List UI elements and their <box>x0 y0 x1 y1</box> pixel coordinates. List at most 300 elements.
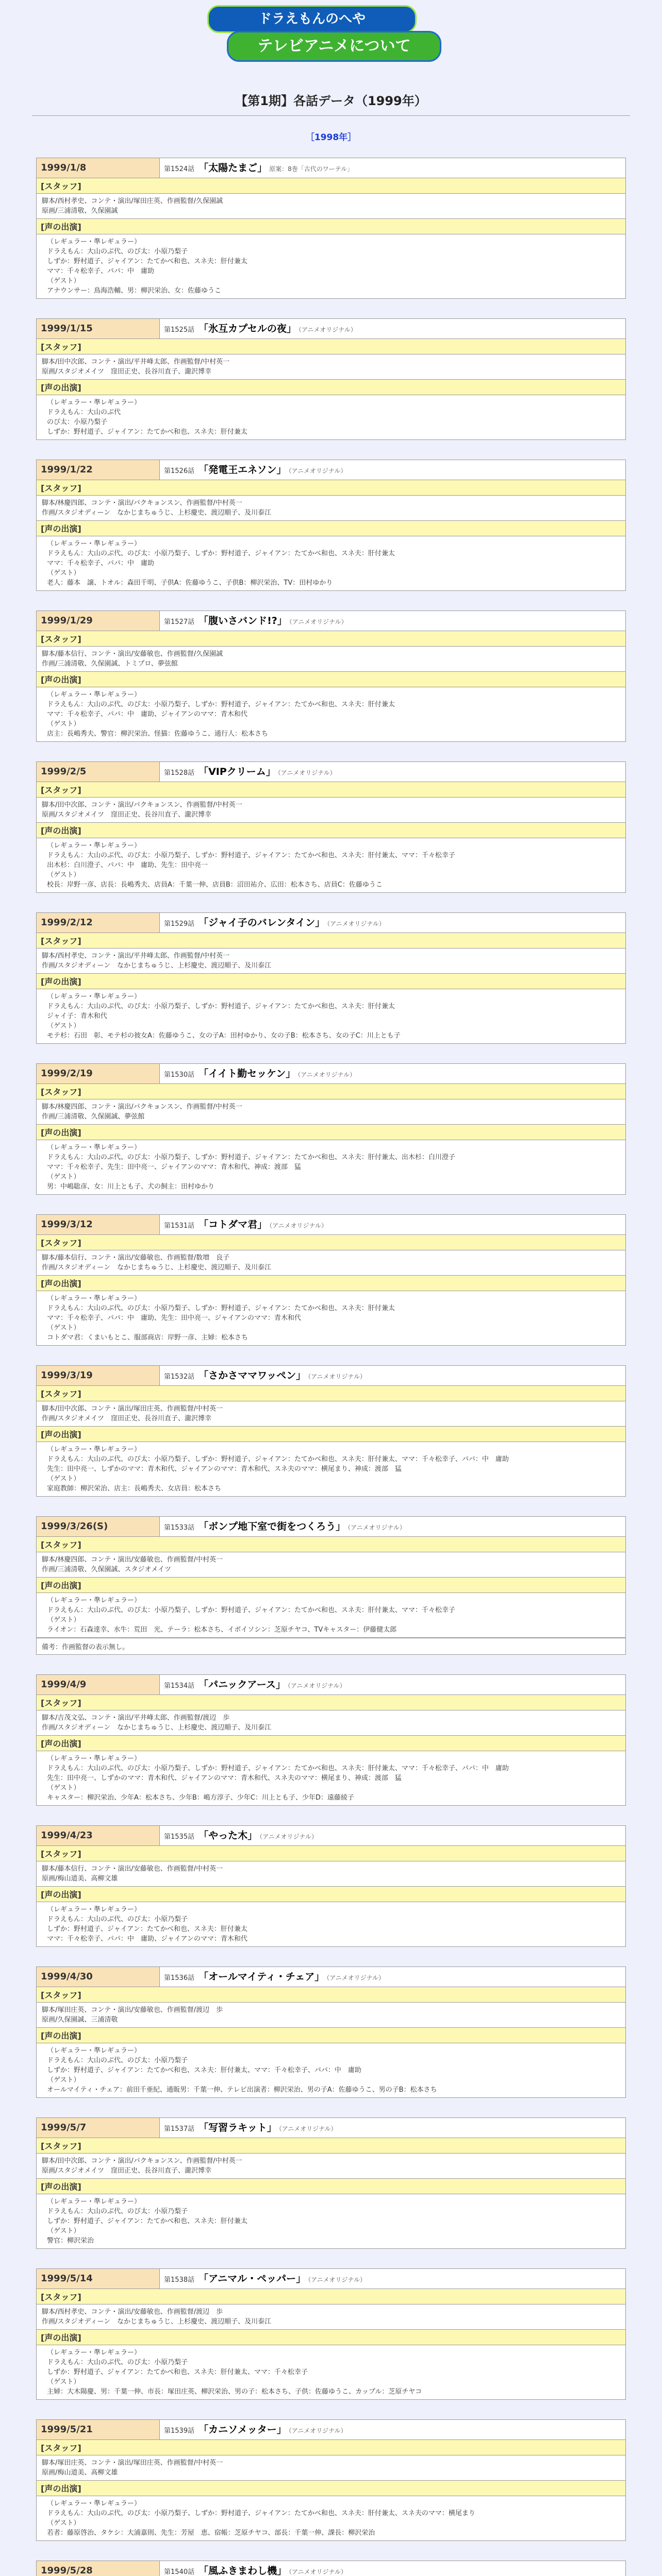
cast-line: （レギュラー・準レギュラー） <box>47 540 141 548</box>
cast-line: ドラえもん：大山のぶ代、のび太：小原乃梨子、しずか：野村道子、ジャイアン：たてかべ和也、スネ夫：肝付兼太、スネ夫のママ：横尾まり <box>47 2510 475 2517</box>
episode-entry <box>36 158 626 299</box>
cast-line: （ゲスト） <box>47 277 80 285</box>
staff-line: 脚本/西村孝史、コンテ・演出/塚田庄英、作画監督/久保園誠 <box>42 197 223 205</box>
episode-entry <box>36 2117 626 2249</box>
cast-heading: [声の出演] <box>37 1578 625 1593</box>
episode-entry <box>36 761 626 893</box>
episode-title-box <box>160 319 625 338</box>
staff-list <box>37 2455 625 2481</box>
cast-line: 店主：長嶋秀夫、警官：柳沢栄治、怪猫：佐藤ゆうこ、通行人：松本さち <box>47 730 269 738</box>
episode-date: 1999/5/28 <box>37 2561 160 2576</box>
episode-title: 「VIPクリーム」 <box>198 766 276 777</box>
staff-line: 原画/スタジオメイツ 窪田正史、長谷川直子、瀧沢博幸 <box>42 2167 211 2175</box>
cast-line: （レギュラー・準レギュラー） <box>47 399 141 406</box>
episode-header <box>37 913 625 933</box>
episode-note: （アニメオリジナル） <box>308 2276 366 2283</box>
cast-heading: [声の出演] <box>37 219 625 234</box>
episode-date: 1999/2/19 <box>37 1064 160 1083</box>
episode-title-box <box>160 2269 625 2289</box>
episode-number: 第1531話 <box>164 1222 195 1230</box>
staff-line: 脚本/藤本信行、コンテ・演出/安藤敏也、作画監督/数増 良子 <box>42 1254 230 1262</box>
episode-header <box>37 2420 625 2440</box>
episode-header <box>37 2118 625 2138</box>
staff-line: 作画/スタジオメイツ 窪田正史、長谷川直子、瀧沢博幸 <box>42 1415 211 1422</box>
staff-line: 脚本/林慶四郎、コンテ・演出/パクキョンスン、作画監督/中村英一 <box>42 1103 242 1111</box>
episode-note: （アニメオリジナル） <box>287 1682 346 1689</box>
episode-number: 第1532話 <box>164 1373 195 1381</box>
cast-heading: [声の出演] <box>37 2179 625 2194</box>
staff-heading: [スタッフ] <box>37 2440 625 2455</box>
staff-heading: [スタッフ] <box>37 2289 625 2304</box>
cast-line: （レギュラー・準レギュラー） <box>47 842 141 850</box>
episode-title-box <box>160 2561 625 2576</box>
episode-remark: 備考：作画監督の表示無し。 <box>37 1638 625 1654</box>
cast-line: ドラえもん：大山のぶ代、のび太：小原乃梨子 <box>47 1916 188 1923</box>
cast-line: （ゲスト） <box>47 2076 80 2084</box>
episode-number: 第1528話 <box>164 769 195 777</box>
episode-number: 第1539話 <box>164 2427 195 2435</box>
cast-list <box>37 234 625 298</box>
episode-note: （アニメオリジナル） <box>347 1524 406 1531</box>
episode-title-box <box>160 762 625 782</box>
cast-heading: [声の出演] <box>37 1887 625 1902</box>
cast-list <box>37 838 625 892</box>
episode-title: 「パニックアース」 <box>198 1679 286 1690</box>
cast-line: （ゲスト） <box>47 1475 80 1483</box>
episode-title: 「腹いさバンド!?」 <box>198 615 287 626</box>
staff-list <box>37 798 625 823</box>
episode-entry <box>36 912 626 1044</box>
cast-line: しずか：野村道子、ジャイアン：たてかべ和也、スネ夫：肝付兼太、ママ：千々松幸子、パパ：中 庸助 <box>47 2066 361 2074</box>
cast-list <box>37 1902 625 1946</box>
episode-note: （アニメオリジナル） <box>269 1222 327 1229</box>
episode-title-box <box>160 460 625 480</box>
staff-list <box>37 2003 625 2028</box>
episode-date: 1999/3/12 <box>37 1215 160 1234</box>
staff-list <box>37 1401 625 1427</box>
episode-title: 「カニソメッター」 <box>198 2424 287 2435</box>
staff-line: 脚本/藤本信行、コンテ・演出/安藤敏也、作画監督/中村英一 <box>42 1865 223 1873</box>
cast-line: （レギュラー・準レギュラー） <box>47 1597 141 1604</box>
episode-title: 「ボンプ地下室で街をつくろう」 <box>198 1521 346 1532</box>
cast-heading: [声の出演] <box>37 380 625 395</box>
episode-number: 第1537話 <box>164 2125 195 2133</box>
episode-note: （アニメオリジナル） <box>298 326 357 333</box>
cast-line: ドラえもん：大山のぶ代、のび太：小原乃梨子、しずか：野村道子、ジャイアン：たてかべ和也、スネ夫：肝付兼太、ママ：千々松幸子 <box>47 852 455 859</box>
staff-heading: [スタッフ] <box>37 1386 625 1401</box>
staff-line: 脚本/林慶四郎、コンテ・演出/パクキョンスン、作画監督/中村英一 <box>42 499 242 507</box>
staff-list <box>37 354 625 380</box>
episode-date: 1999/3/19 <box>37 1366 160 1385</box>
episode-title: 「氷互カプセルの夜」 <box>198 323 296 334</box>
episode-date: 1999/4/30 <box>37 1967 160 1987</box>
cast-line: しずか：野村道子、ジャイアン：たてかべ和也、スネ夫：肝付兼太 <box>47 428 247 436</box>
cast-line: 出木杉：白川澄子、パパ：中 庸助、先生：田中亮一 <box>47 861 208 869</box>
staff-list <box>37 647 625 672</box>
episode-note: （アニメオリジナル） <box>326 1974 385 1981</box>
staff-heading: [スタッフ] <box>37 178 625 194</box>
episode-title: 「コトダマ君」 <box>198 1219 268 1230</box>
episode-title-box <box>160 1826 625 1845</box>
episode-number: 第1533話 <box>164 1524 195 1532</box>
cast-line: （ゲスト） <box>47 2519 80 2527</box>
staff-heading: [スタッフ] <box>37 631 625 647</box>
episode-number: 第1524話 <box>164 165 195 173</box>
cast-line: ドラえもん：大山のぶ代、のび太：小原乃梨子、しずか：野村道子、ジャイアン：たてかべ和也、スネ夫：肝付兼太 <box>47 701 395 708</box>
cast-line: （ゲスト） <box>47 1173 80 1181</box>
cast-heading: [声の出演] <box>37 974 625 989</box>
cast-line: ママ：千々松幸子、パパ：中 庸助、ジャイアンのママ：青木和代 <box>47 710 247 718</box>
staff-list <box>37 2154 625 2179</box>
episode-note: （アニメオリジナル） <box>289 618 347 625</box>
staff-list <box>37 1250 625 1276</box>
cast-line: （レギュラー・準レギュラー） <box>47 1755 141 1762</box>
staff-line: 脚本/塚田庄英、コンテ・演出/安藤敏也、作画監督/渡辺 歩 <box>42 2006 223 2014</box>
cast-list <box>37 395 625 439</box>
episode-note: （アニメオリジナル） <box>278 2125 337 2132</box>
cast-line: ドラえもん：大山のぶ代、のび太：小原乃梨子、しずか：野村道子、ジャイアン：たてかべ和也、スネ夫：肝付兼太 <box>47 550 395 557</box>
episode-number: 第1540話 <box>164 2568 195 2576</box>
episode-title: 「ジャイ子のバレンタイン」 <box>198 917 325 928</box>
episode-entry <box>36 318 626 440</box>
episode-note: （アニメオリジナル） <box>327 920 385 927</box>
cast-line: ママ：千々松幸子、先生：田中亮一、ジャイアンのママ：青木和代、神成：渡部 猛 <box>47 1163 301 1171</box>
staff-list <box>37 496 625 521</box>
cast-line: ママ：千々松幸子、パパ：中 庸助 <box>47 560 155 567</box>
cast-line: （レギュラー・準レギュラー） <box>47 1144 141 1151</box>
episode-title: 「やった木」 <box>198 1830 258 1841</box>
staff-line: 作画/スタジオディーン なかじまちゅうじ、上杉慶史、渡辺順子、及川泰江 <box>42 962 272 970</box>
episode-date: 1999/1/8 <box>37 158 160 178</box>
episode-header <box>37 762 625 782</box>
staff-heading: [スタッフ] <box>37 933 625 948</box>
episode-date: 1999/2/5 <box>37 762 160 782</box>
cast-heading: [声の出演] <box>37 1276 625 1291</box>
staff-list <box>37 2304 625 2330</box>
cast-line: 主婦：大木陽慶、男：千葉一伸、市長：塚田庄英、柳沢栄治、男の子：松本さち、子供：佐藤ゆうこ、カップル：芝原チヤコ <box>47 2388 422 2396</box>
cast-line: （ゲスト） <box>47 2378 80 2386</box>
episode-entry <box>36 1516 626 1655</box>
episode-number: 第1530話 <box>164 1071 195 1079</box>
episode-number: 第1526話 <box>164 467 195 475</box>
cast-line: （レギュラー・準レギュラー） <box>47 2349 141 2357</box>
cast-line: ドラえもん：大山のぶ代、のび太：小原乃梨子 <box>47 248 188 256</box>
staff-line: 作画/スタジオディーン なかじまちゅうじ、上杉慶史、渡辺順子、及川泰江 <box>42 1724 272 1732</box>
cast-line: ドラえもん：大山のぶ代、のび太：小原乃梨子、しずか：野村道子、ジャイアン：たてかべ和也、スネ夫：肝付兼太 <box>47 1304 395 1312</box>
episode-date: 1999/5/7 <box>37 2118 160 2138</box>
episode-number: 第1538話 <box>164 2276 195 2284</box>
episode-title: 「写習ラキット」 <box>198 2122 277 2133</box>
episode-header <box>37 1064 625 1084</box>
staff-line: 作画/三浦清敬、久保園誠、トミプロ、夢弦館 <box>42 660 178 668</box>
year-1998-link[interactable]: ［1998年］ <box>305 132 357 143</box>
cast-list <box>37 2345 625 2399</box>
cast-heading: [声の出演] <box>37 1736 625 1751</box>
staff-list <box>37 1710 625 1736</box>
episode-entry <box>36 2268 626 2400</box>
episode-entry <box>36 1967 626 2098</box>
episode-number: 第1536話 <box>164 1974 195 1982</box>
episode-note: （アニメオリジナル） <box>297 1071 356 1078</box>
episode-title-box <box>160 1064 625 1083</box>
episode-note: （アニメオリジナル） <box>259 1833 318 1840</box>
episode-note: （アニメオリジナル） <box>308 1373 366 1380</box>
episode-date: 1999/5/21 <box>37 2420 160 2439</box>
episode-entry <box>36 1674 626 1806</box>
cast-list <box>37 1442 625 1496</box>
episode-title: 「発電王エネソン」 <box>198 464 287 476</box>
cast-line: ママ：千々松幸子、パパ：中 庸助、先生：田中亮一、ジャイアンのママ：青木和代 <box>47 1314 301 1322</box>
cast-heading: [声の出演] <box>37 2330 625 2345</box>
episode-title: 「風ふきまわし機」 <box>198 2565 287 2576</box>
episode-date: 1999/1/22 <box>37 460 160 480</box>
cast-line: ドラえもん：大山のぶ代、のび太：小原乃梨子 <box>47 2359 188 2366</box>
episode-date: 1999/1/29 <box>37 611 160 631</box>
staff-heading: [スタッフ] <box>37 1846 625 1861</box>
episode-number: 第1525話 <box>164 326 195 334</box>
staff-line: 脚本/西村孝史、コンテ・演出/平井峰太郎、作画監督/中村英一 <box>42 952 230 960</box>
cast-heading: [声の出演] <box>37 1427 625 1442</box>
staff-line: 脚本/田中次郎、コンテ・演出/塚田庄英、作画監督/中村英一 <box>42 1405 223 1413</box>
cast-list <box>37 2043 625 2097</box>
staff-heading: [スタッフ] <box>37 1235 625 1250</box>
cast-list <box>37 2496 625 2540</box>
staff-line: 脚本/田中次郎、コンテ・演出/パクキョンスン、作画監督/中村英一 <box>42 801 242 809</box>
episode-number: 第1527話 <box>164 618 195 626</box>
episode-header <box>37 1826 625 1846</box>
episode-header <box>37 2269 625 2289</box>
cast-line: （レギュラー・準レギュラー） <box>47 2198 141 2206</box>
cast-line: ママ：千々松幸子、パパ：中 庸助、ジャイアンのママ：青木和代 <box>47 1935 247 1943</box>
episode-entry <box>36 2561 626 2576</box>
episode-title: 「アニマル・ペッパー」 <box>198 2273 306 2284</box>
cast-line: 男：中嶋聡彦、女：川上とも子、犬の飼主：田村ゆかり <box>47 1183 215 1191</box>
staff-heading: [スタッフ] <box>37 2138 625 2154</box>
episode-entry <box>36 1365 626 1497</box>
episode-title: 「イイト勤セッケン」 <box>198 1068 296 1079</box>
episode-note: （アニメオリジナル） <box>289 2568 347 2575</box>
episode-header <box>37 1215 625 1235</box>
episode-title-box <box>160 158 625 178</box>
cast-list <box>37 2194 625 2248</box>
episode-title: 「さかさママワッペン」 <box>198 1370 306 1381</box>
staff-heading: [スタッフ] <box>37 1084 625 1099</box>
cast-line: アナウンサー：鳥海浩輔、男：柳沢栄治、女：佐藤ゆうこ <box>47 287 222 295</box>
episode-number: 第1529話 <box>164 920 195 928</box>
cast-line: のび太：小原乃梨子 <box>47 418 108 426</box>
episode-title-box <box>160 1366 625 1385</box>
cast-line: 先生：田中亮一、しずかのママ：青木和代、ジャイアンのママ：青木和代、スネ夫のママ：横尾まり、神成：渡部 猛 <box>47 1774 402 1782</box>
cast-line: ドラえもん：大山のぶ代、のび太：小原乃梨子、しずか：野村道子、ジャイアン：たてかべ和也、スネ夫：肝付兼太、ママ：千々松幸子、パパ：中 庸助 <box>47 1765 509 1772</box>
cast-line: ドラえもん：大山のぶ代、のび太：小原乃梨子 <box>47 2208 188 2215</box>
episode-title-box <box>160 1675 625 1694</box>
staff-line: 作画/スタジオディーン なかじまちゅうじ、上杉慶史、渡辺順子、及川泰江 <box>42 509 272 517</box>
cast-line: ドラえもん：大山のぶ代、のび太：小原乃梨子、しずか：野村道子、ジャイアン：たてかべ和也、スネ夫：肝付兼太、出木杉：白川澄子 <box>47 1154 455 1161</box>
episode-entry <box>36 1063 626 1195</box>
cast-heading: [声の出演] <box>37 2028 625 2043</box>
cast-line: しずか：野村道子、ジャイアン：たてかべ和也、スネ夫：肝付兼太、ママ：千々松幸子 <box>47 2368 308 2376</box>
staff-line: 作画/スタジオディーン なかじまちゅうじ、上杉慶史、渡辺順子、及川泰江 <box>42 1264 272 1272</box>
cast-line: ライオン：石森達幸、水牛：荒田 光、テーラ：松本さち、イボイソシン：芝原チヤコ、TVキャスター：伊藤健太郎 <box>47 1626 397 1634</box>
staff-line: 脚本/田中次郎、コンテ・演出/パクキョンスン、作画監督/中村英一 <box>42 2157 242 2165</box>
logo-bottom-text: テレビアニメについて <box>227 31 441 62</box>
staff-line: 脚本/西村孝史、コンテ・演出/安藤敏也、作画監督/渡辺 歩 <box>42 2308 223 2316</box>
cast-line: しずか：野村道子、ジャイアン：たてかべ和也、スネ夫：肝付兼太 <box>47 258 247 265</box>
episode-title-box <box>160 2118 625 2138</box>
cast-line: （レギュラー・準レギュラー） <box>47 1906 141 1913</box>
episode-date: 1999/4/9 <box>37 1675 160 1694</box>
cast-line: ドラえもん：大山のぶ代、のび太：小原乃梨子、しずか：野村道子、ジャイアン：たてかべ和也、スネ夫：肝付兼太、ママ：千々松幸子、パパ：中 庸助 <box>47 1455 509 1463</box>
cast-line: （ゲスト） <box>47 1022 80 1030</box>
cast-line: （レギュラー・準レギュラー） <box>47 691 141 699</box>
divider <box>32 115 630 116</box>
staff-heading: [スタッフ] <box>37 1537 625 1552</box>
episode-title: 「オールマイティ・チェア」 <box>198 1971 325 1982</box>
cast-line: 老人：藤本 譲、トオル：森田千明、子供A：佐藤ゆうこ、子供B：柳沢栄治、TV：田村ゆかり <box>47 579 333 587</box>
episode-date: 1999/5/14 <box>37 2269 160 2289</box>
logo-top-text: ドラえもんのへや <box>207 5 417 33</box>
episode-title-box <box>160 611 625 631</box>
staff-line: 原画/スタジオメイツ 窪田正史、長谷川直子、瀧沢博幸 <box>42 368 211 376</box>
cast-line: しずか：野村道子、ジャイアン：たてかべ和也、スネ夫：肝付兼太 <box>47 1925 247 1933</box>
page-title: 【第1期】各話データ（1999年） <box>235 94 427 108</box>
staff-list <box>37 1861 625 1887</box>
cast-heading: [声の出演] <box>37 823 625 838</box>
cast-line: 先生：田中亮一、しずかのママ：青木和代、ジャイアンのママ：青木和代、スネ夫のママ：横尾まり、神成：渡部 猛 <box>47 1465 402 1473</box>
staff-line: 原画/三浦清敬、久保園誠 <box>42 207 118 215</box>
staff-heading: [スタッフ] <box>37 1987 625 2003</box>
cast-list <box>37 989 625 1043</box>
episode-title-box <box>160 2420 625 2439</box>
cast-line: （ゲスト） <box>47 1324 80 1332</box>
episode-entry <box>36 2419 626 2541</box>
episode-title-box <box>160 913 625 933</box>
staff-line: 原画/梅山道美、高柳文雄 <box>42 2469 118 2477</box>
episode-date: 1999/3/26(S) <box>37 1517 160 1536</box>
episode-note: 原案：8巻「古代のワーテル」 <box>269 165 354 173</box>
episode-title-box <box>160 1215 625 1234</box>
cast-line: ドラえもん：大山のぶ代、のび太：小原乃梨子、しずか：野村道子、ジャイアン：たてかべ和也、スネ夫：肝付兼太 <box>47 1003 395 1010</box>
cast-line: （レギュラー・準レギュラー） <box>47 1295 141 1302</box>
cast-line: （ゲスト） <box>47 1784 80 1792</box>
staff-line: 脚本/吉茂文弘、コンテ・演出/平井峰太郎、作画監督/渡辺 歩 <box>42 1714 230 1722</box>
episode-note: （アニメオリジナル） <box>277 769 336 776</box>
episode-date: 1999/4/23 <box>37 1826 160 1845</box>
cast-line: 校長：岸野一彦、店長：長嶋秀夫、店員A：千葉一伸、店員B：沼田祐介、広田：松本さち、店員C：佐藤ゆうこ <box>47 881 383 889</box>
staff-line: 作画/スタジオディーン なかじまちゅうじ、上杉慶史、渡辺順子、及川泰江 <box>42 2318 272 2326</box>
episode-header <box>37 1517 625 1537</box>
cast-line: ドラえもん：大山のぶ代 <box>47 409 121 416</box>
episode-header <box>37 319 625 339</box>
episode-title-box <box>160 1967 625 1987</box>
episode-note: （アニメオリジナル） <box>288 467 347 474</box>
cast-line: コトダマ君：くまいもとこ、服部商店：岸野一彦、主婦：松本さち <box>47 1334 249 1342</box>
staff-list <box>37 1099 625 1125</box>
cast-line: モテ杉：石田 彰、モテ杉の彼女A：佐藤ゆうこ、女の子A：田村ゆかり、女の子B：松本さち、女の子C：川上とも子 <box>47 1032 401 1040</box>
episode-header <box>37 1366 625 1386</box>
cast-line: （レギュラー・準レギュラー） <box>47 2047 141 2055</box>
cast-line: ジャイ子：青木和代 <box>47 1012 107 1020</box>
episode-date: 1999/2/12 <box>37 913 160 933</box>
cast-line: ドラえもん：大山のぶ代、のび太：小原乃梨子、しずか：野村道子、ジャイアン：たてかべ和也、スネ夫：肝付兼太、ママ：千々松幸子 <box>47 1606 455 1614</box>
episode-header <box>37 1675 625 1695</box>
episode-title-box <box>160 1517 625 1536</box>
episode-header <box>37 2561 625 2576</box>
cast-line: （レギュラー・準レギュラー） <box>47 238 141 246</box>
cast-heading: [声の出演] <box>37 521 625 536</box>
cast-heading: [声の出演] <box>37 2481 625 2496</box>
episode-list <box>36 158 626 2576</box>
episode-title: 「太陽たまご」 <box>198 162 268 174</box>
episode-entry <box>36 1214 626 1346</box>
episode-number: 第1535話 <box>164 1833 195 1841</box>
episode-entry <box>36 1825 626 1947</box>
staff-line: 作画/三浦清敬、久保園誠、スタジオメイツ <box>42 1566 171 1573</box>
cast-line: （ゲスト） <box>47 1616 80 1624</box>
cast-line: 家庭教師：柳沢栄治、店主：長嶋秀夫、女店員：松本さち <box>47 1485 222 1493</box>
cast-line: （レギュラー・準レギュラー） <box>47 1446 141 1453</box>
cast-list <box>37 687 625 741</box>
staff-list <box>37 948 625 974</box>
staff-heading: [スタッフ] <box>37 1695 625 1710</box>
cast-line: キャスター：柳沢栄治、少年A：松本さち、少年B：嶋方淳子、少年C：川上とも子、少年D：遠藤綾子 <box>47 1794 354 1802</box>
staff-line: 原画/久保園誠、三浦清敬 <box>42 2016 118 2024</box>
cast-line: （ゲスト） <box>47 569 80 577</box>
episode-note: （アニメオリジナル） <box>288 2427 347 2434</box>
episode-entry <box>36 611 626 742</box>
cast-line: 若者：藤原啓治、タケシ：大浦嘉則、先生：芳屋 恵、宿帳：芝原チヤコ、部長：千葉一伸、課長：柳沢栄治 <box>47 2529 375 2537</box>
staff-line: 原画/スタジオメイツ 窪田正史、長谷川直子、瀧沢博幸 <box>42 811 211 819</box>
cast-list <box>37 1291 625 1345</box>
site-logo[interactable] <box>0 0 662 64</box>
cast-line: （ゲスト） <box>47 871 80 879</box>
episode-header <box>37 460 625 480</box>
cast-line: しずか：野村道子、ジャイアン：たてかべ和也、スネ夫：肝付兼太 <box>47 2217 247 2225</box>
staff-heading: [スタッフ] <box>37 339 625 354</box>
staff-list <box>37 194 625 219</box>
episode-number: 第1534話 <box>164 1682 195 1690</box>
staff-list <box>37 1552 625 1578</box>
cast-heading: [声の出演] <box>37 1125 625 1140</box>
staff-line: 脚本/藤本信行、コンテ・演出/安藤敏也、作画監督/久保園誠 <box>42 650 223 658</box>
episode-date: 1999/1/15 <box>37 319 160 338</box>
staff-line: 脚本/塚田庄英、コンテ・演出/塚田庄英、作画監督/中村英一 <box>42 2459 223 2467</box>
cast-list <box>37 1140 625 1194</box>
cast-line: （レギュラー・準レギュラー） <box>47 993 141 1001</box>
staff-line: 脚本/林慶四郎、コンテ・演出/安藤敏也、作画監督/中村英一 <box>42 1556 223 1564</box>
cast-list <box>37 1751 625 1805</box>
episode-entry <box>36 460 626 591</box>
cast-line: （ゲスト） <box>47 2227 80 2235</box>
cast-line: オールマイティ・チェア：前田千亜紀、通販男：千葉一伸、テレビ出演者：柳沢栄治、男の子A：佐藤ゆうこ、男の子B：松本さち <box>47 2086 437 2094</box>
cast-list <box>37 536 625 590</box>
cast-line: （レギュラー・準レギュラー） <box>47 2500 141 2507</box>
episode-header <box>37 611 625 631</box>
staff-line: 原画/梅山道美、高柳文雄 <box>42 1875 118 1883</box>
cast-line: 警官：柳沢栄治 <box>47 2237 94 2245</box>
cast-line: （ゲスト） <box>47 720 80 728</box>
episode-header <box>37 1967 625 1987</box>
staff-line: 脚本/田中次郎、コンテ・演出/平井峰太郎、作画監督/中村英一 <box>42 358 230 366</box>
cast-line: ママ：千々松幸子、パパ：中 庸助 <box>47 267 155 275</box>
staff-line: 作画/三浦清敬、久保園誠、夢弦館 <box>42 1113 145 1121</box>
episode-header <box>37 158 625 178</box>
staff-heading: [スタッフ] <box>37 480 625 496</box>
staff-heading: [スタッフ] <box>37 782 625 798</box>
cast-line: ドラえもん：大山のぶ代、のび太：小原乃梨子 <box>47 2057 188 2064</box>
cast-heading: [声の出演] <box>37 672 625 687</box>
cast-list <box>37 1593 625 1638</box>
